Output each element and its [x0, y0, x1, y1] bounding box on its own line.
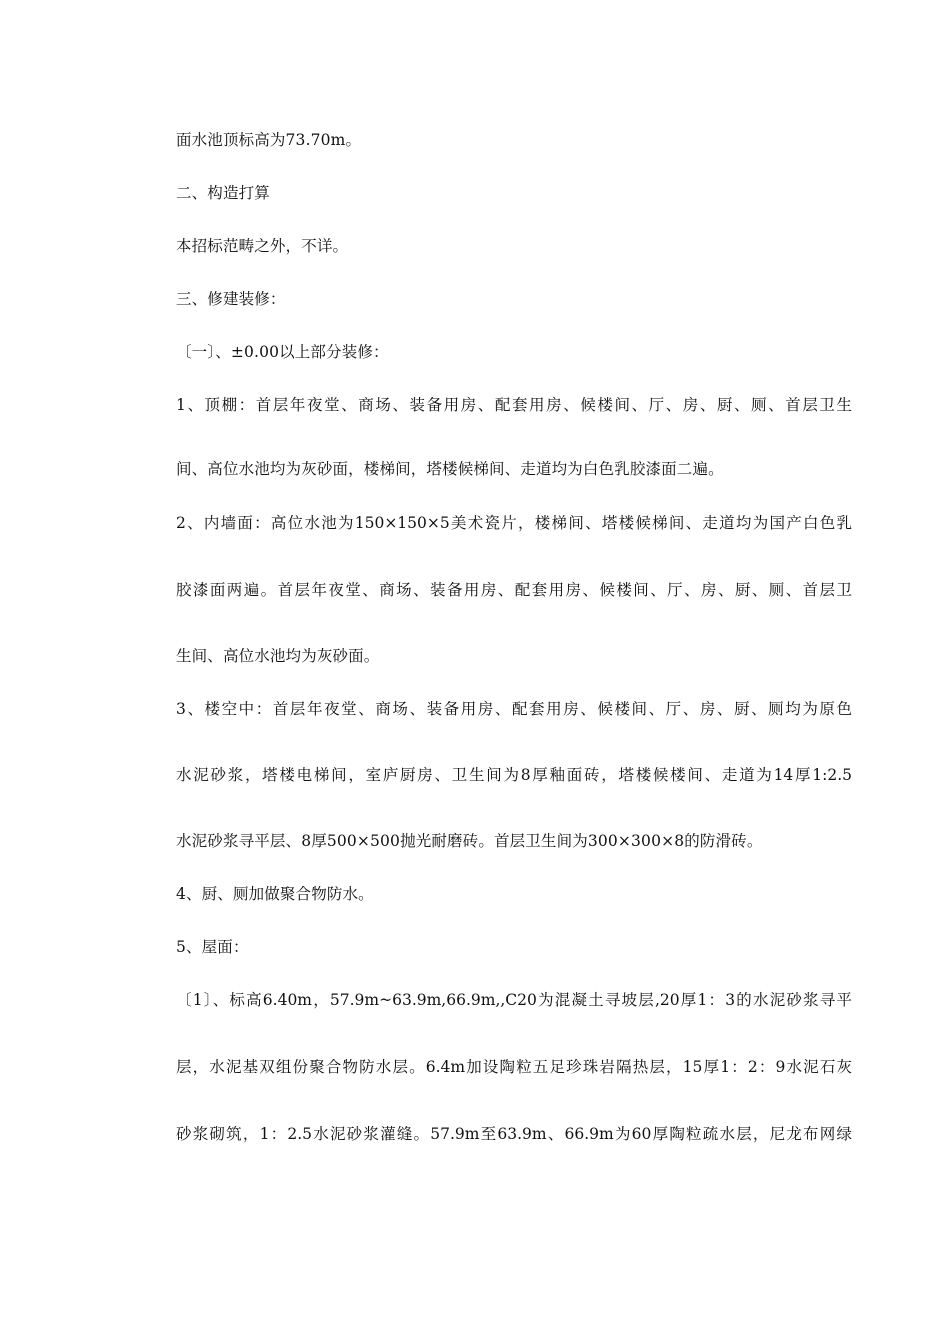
- subsection-heading-above-zero: 〔一〕、±0.00以上部分装修：: [176, 343, 389, 361]
- text-line-17: 层，水泥基双组份聚合物防水层。6.4m加设陶粒五足珍珠岩隔热层，15厚1：2：9水泥石灰: [176, 1058, 852, 1076]
- text-line-1: 面水池顶标高为73.70m。: [176, 131, 362, 149]
- text-line-13: 水泥砂浆寻平层、8厚500×500抛光耐磨砖。首层卫生间为300×300×8的防滑砖。: [176, 832, 763, 850]
- text-line-12: 水泥砂浆，塔楼电梯间，室庐厨房、卫生间为8厚釉面砖，塔楼候楼间、走道为14厚1:2.5: [176, 766, 852, 784]
- section-heading-decoration: 三、修建装修：: [176, 290, 286, 308]
- text-line-7: 间、高位水池均为灰砂面，楼梯间，塔楼候梯间、走道均为白色乳胶漆面二遍。: [176, 460, 724, 478]
- text-line-11: 3、楼空中：首层年夜堂、商场、装备用房、配套用房、候楼间、厅、房、厨、厕均为原色: [176, 700, 852, 718]
- text-line-9: 胶漆面两遍。首层年夜堂、商场、装备用房、配套用房、候楼间、厅、房、厨、厕、首层卫: [176, 581, 852, 599]
- text-line-16: 〔1〕、标高6.40m，57.9m~63.9m,66.9m,,C20为混凝土寻坡层,20厚1：3的水泥砂浆寻平: [176, 991, 852, 1009]
- text-line-14: 4、厨、厕加做聚合物防水。: [176, 885, 374, 903]
- text-line-15: 5、屋面：: [176, 938, 249, 956]
- text-line-3: 本招标范畴之外，不详。: [176, 237, 349, 255]
- text-line-6: 1、顶棚：首层年夜堂、商场、装备用房、配套用房、候楼间、厅、房、厨、厕、首层卫生: [176, 396, 852, 414]
- text-line-10: 生间、高位水池均为灰砂面。: [176, 647, 380, 665]
- text-line-8: 2、内墙面：高位水池为150×150×5美术瓷片，楼梯间、塔楼候梯间、走道均为国产白色乳: [176, 514, 852, 532]
- text-line-18: 砂浆砌筑，1：2.5水泥砂浆灌缝。57.9m至63.9m、66.9m为60厚陶粒疏水层，尼龙布网绿: [176, 1125, 852, 1143]
- section-heading-structure: 二、构造打算: [176, 184, 270, 202]
